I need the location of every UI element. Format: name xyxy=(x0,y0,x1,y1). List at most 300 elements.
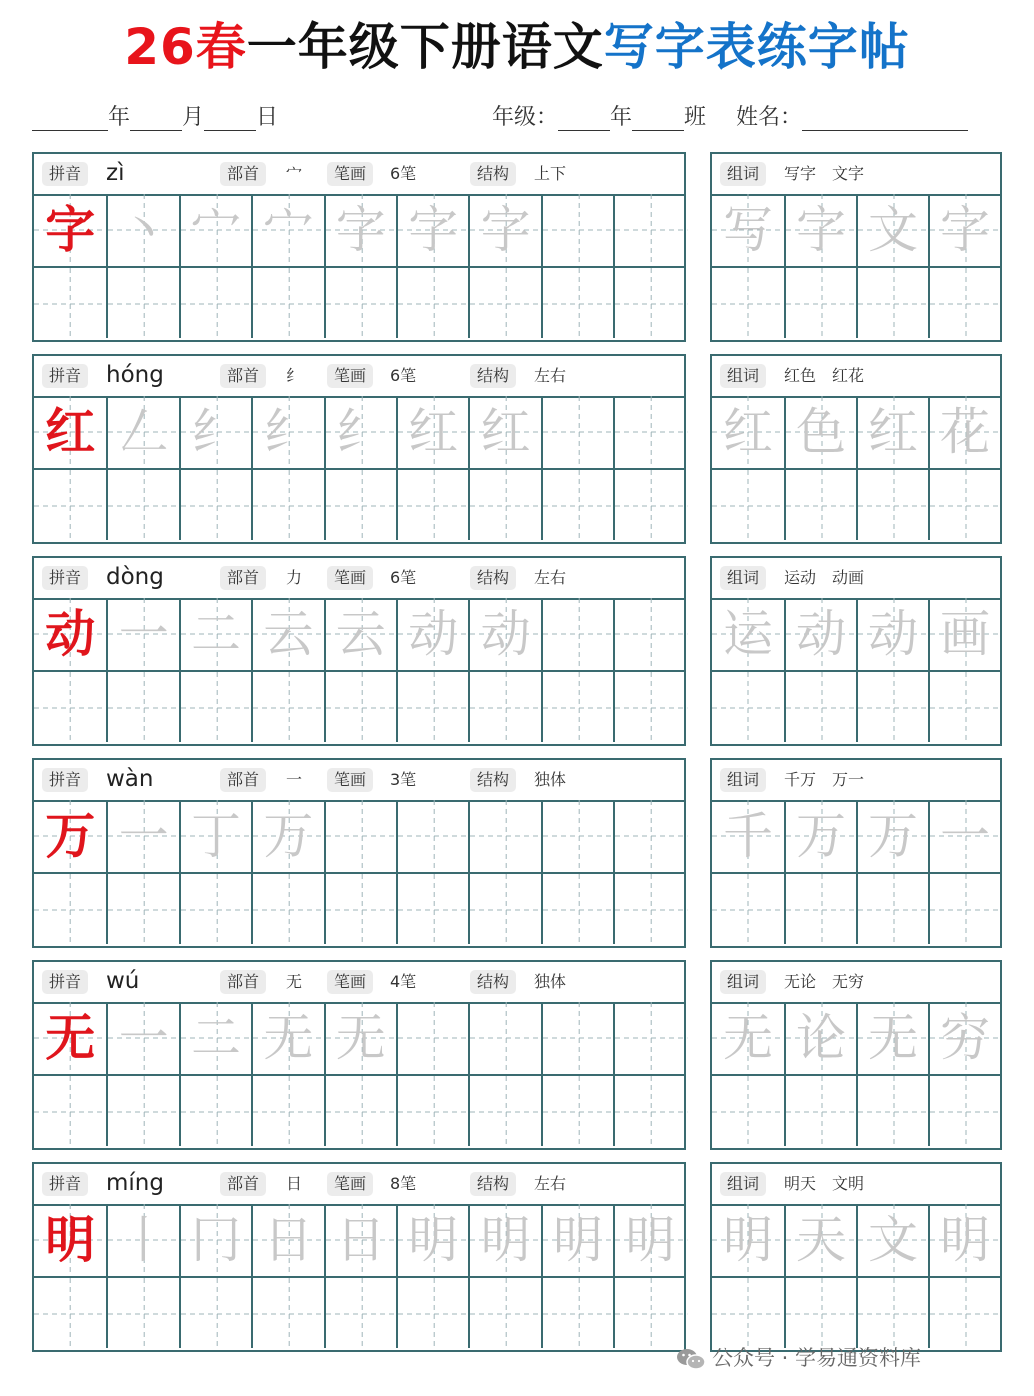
tian-cell[interactable] xyxy=(106,468,178,540)
cell-guides xyxy=(543,1278,615,1350)
tian-cell[interactable] xyxy=(396,1276,468,1348)
char-info-header xyxy=(34,1164,684,1206)
stroke-order-char xyxy=(615,598,685,670)
cell-guides xyxy=(543,874,615,946)
word-trace-char: 色 xyxy=(796,403,846,461)
tian-cell[interactable] xyxy=(396,396,468,468)
tian-cell[interactable] xyxy=(324,1276,396,1348)
tian-cell[interactable] xyxy=(106,670,178,742)
tian-cell[interactable] xyxy=(179,670,251,742)
tian-cell[interactable] xyxy=(541,266,613,338)
model-char: 万 xyxy=(45,806,96,865)
word-trace-char: 字 xyxy=(796,201,846,259)
tian-cell[interactable] xyxy=(856,800,928,872)
words-value: 千万 万一 xyxy=(784,770,865,789)
tian-cell[interactable] xyxy=(613,194,685,266)
stroke-order-char xyxy=(543,194,613,266)
tian-cell[interactable] xyxy=(613,396,685,468)
tian-cell[interactable] xyxy=(179,1204,251,1276)
tian-cell[interactable] xyxy=(712,1276,784,1348)
stroke-order-char: 日 xyxy=(335,1211,386,1269)
stroke-order-char xyxy=(543,800,613,872)
cell-guides xyxy=(34,874,106,946)
tian-cell[interactable] xyxy=(928,396,1000,468)
cell-guides xyxy=(615,1076,687,1148)
tian-cell[interactable] xyxy=(784,872,856,944)
tian-cell[interactable] xyxy=(324,800,396,872)
tian-cell[interactable] xyxy=(324,670,396,742)
tian-cell[interactable] xyxy=(324,468,396,540)
stroke-order-char xyxy=(470,800,540,872)
tian-cell[interactable] xyxy=(928,266,1000,338)
tian-cell[interactable] xyxy=(784,670,856,742)
tian-cell[interactable] xyxy=(324,872,396,944)
stroke-order-char: 宀 xyxy=(190,201,241,259)
tian-cell[interactable] xyxy=(856,1204,928,1276)
stroke-order-char: 万 xyxy=(263,807,314,865)
stroke-order-char: 二 xyxy=(190,1009,241,1067)
word-trace-char: 千 xyxy=(723,807,773,865)
stroke-order-char: 宀 xyxy=(263,201,314,259)
tian-cell[interactable] xyxy=(34,670,106,742)
tian-cell[interactable] xyxy=(468,1204,540,1276)
tian-cell[interactable] xyxy=(34,194,106,266)
tian-cell[interactable] xyxy=(396,1002,468,1074)
tian-cell[interactable] xyxy=(712,598,784,670)
tian-cell[interactable] xyxy=(468,1002,540,1074)
tian-cell[interactable] xyxy=(179,194,251,266)
tian-cell[interactable] xyxy=(106,800,178,872)
tian-cell[interactable] xyxy=(396,670,468,742)
word-practice-block xyxy=(710,758,1002,948)
tian-cell[interactable] xyxy=(856,1074,928,1146)
cell-guides xyxy=(108,470,180,542)
tian-cell[interactable] xyxy=(106,194,178,266)
tian-cell[interactable] xyxy=(541,598,613,670)
tian-cell[interactable] xyxy=(784,1002,856,1074)
grade-blank[interactable] xyxy=(558,108,610,131)
cell-guides xyxy=(470,470,542,542)
tian-cell[interactable] xyxy=(541,1074,613,1146)
tian-cell[interactable] xyxy=(468,670,540,742)
tian-cell[interactable] xyxy=(541,670,613,742)
tian-cell[interactable] xyxy=(179,872,251,944)
cell-guides xyxy=(181,672,253,744)
cell-guides xyxy=(615,1278,687,1350)
cell-guides xyxy=(398,1076,470,1148)
tian-cell[interactable] xyxy=(541,194,613,266)
cell-guides xyxy=(181,470,253,542)
tian-cell[interactable] xyxy=(468,266,540,338)
tian-cell[interactable] xyxy=(613,1002,685,1074)
cell-guides xyxy=(712,874,784,946)
tian-cell[interactable] xyxy=(396,194,468,266)
char-practice-block xyxy=(32,556,686,746)
word-trace-char: 明 xyxy=(723,1211,773,1269)
stroke-order-char: 动 xyxy=(480,605,531,663)
pinyin-tag: 拼音 xyxy=(42,566,88,590)
word-header xyxy=(712,1164,1000,1206)
tian-cell[interactable] xyxy=(784,396,856,468)
tian-cell[interactable] xyxy=(712,194,784,266)
class-blank[interactable] xyxy=(632,108,684,131)
stroke-order-char: 明 xyxy=(552,1211,603,1269)
tian-cell[interactable] xyxy=(179,800,251,872)
tian-cell[interactable] xyxy=(784,194,856,266)
tian-cell[interactable] xyxy=(179,1002,251,1074)
tian-cell[interactable] xyxy=(106,266,178,338)
tian-cell[interactable] xyxy=(712,800,784,872)
tian-cell[interactable] xyxy=(856,670,928,742)
pinyin-value: hóng xyxy=(106,362,164,388)
pinyin-value: dòng xyxy=(106,564,164,590)
tian-cell[interactable] xyxy=(251,1276,323,1348)
tian-cell[interactable] xyxy=(856,396,928,468)
stroke-order-char: 𠃋 xyxy=(118,403,169,461)
model-char: 动 xyxy=(45,604,96,663)
cell-guides xyxy=(398,1278,470,1350)
word-trace-char: 无 xyxy=(723,1009,773,1067)
tian-cell[interactable] xyxy=(856,1276,928,1348)
class-label: 班 xyxy=(684,105,707,130)
tian-cell[interactable] xyxy=(251,598,323,670)
tian-cell[interactable] xyxy=(468,872,540,944)
tian-cell[interactable] xyxy=(34,598,106,670)
cell-guides xyxy=(543,268,615,340)
pinyin-tag: 拼音 xyxy=(42,768,88,792)
word-trace-char: 红 xyxy=(723,403,773,461)
tian-cell[interactable] xyxy=(712,872,784,944)
word-trace-char: 写 xyxy=(723,201,773,259)
words-tag: 组词 xyxy=(720,1172,766,1196)
tian-cell[interactable] xyxy=(34,1074,106,1146)
cell-guides xyxy=(181,874,253,946)
tian-cell[interactable] xyxy=(784,266,856,338)
tian-cell[interactable] xyxy=(396,266,468,338)
cell-guides xyxy=(858,672,930,744)
tian-cell[interactable] xyxy=(928,670,1000,742)
tian-cell[interactable] xyxy=(34,266,106,338)
tian-cell[interactable] xyxy=(928,800,1000,872)
radical-value: 无 xyxy=(286,972,303,991)
cell-guides xyxy=(930,672,1002,744)
stroke-order-char: 丶 xyxy=(118,201,169,259)
strokes-value: 6笔 xyxy=(390,568,417,587)
tian-cell[interactable] xyxy=(784,468,856,540)
tian-cell[interactable] xyxy=(712,396,784,468)
tian-cell[interactable] xyxy=(856,1002,928,1074)
char-info-header xyxy=(34,760,684,802)
cell-guides xyxy=(253,672,325,744)
structure-value: 左右 xyxy=(534,568,567,587)
stroke-order-char: 动 xyxy=(408,605,459,663)
tian-cell[interactable] xyxy=(179,1276,251,1348)
tian-cell[interactable] xyxy=(251,872,323,944)
word-trace-char: 动 xyxy=(868,605,918,663)
tian-cell[interactable] xyxy=(928,194,1000,266)
tian-cell[interactable] xyxy=(396,1204,468,1276)
char-practice-block xyxy=(32,1162,686,1352)
tian-cell[interactable] xyxy=(541,396,613,468)
cell-guides xyxy=(712,1076,784,1148)
tian-cell[interactable] xyxy=(468,1074,540,1146)
word-practice-block xyxy=(710,354,1002,544)
tian-cell[interactable] xyxy=(324,598,396,670)
tian-cell[interactable] xyxy=(928,598,1000,670)
tian-cell[interactable] xyxy=(34,468,106,540)
structure-value: 上下 xyxy=(534,164,567,183)
tian-cell[interactable] xyxy=(396,800,468,872)
word-practice-block xyxy=(710,960,1002,1150)
cell-guides xyxy=(858,874,930,946)
cell-guides xyxy=(326,470,398,542)
stroke-order-char: 字 xyxy=(335,201,386,259)
char-info-header xyxy=(34,558,684,600)
name-blank[interactable] xyxy=(802,108,968,131)
tian-cell[interactable] xyxy=(613,872,685,944)
cell-guides xyxy=(930,1076,1002,1148)
tian-cell[interactable] xyxy=(856,872,928,944)
tian-cell[interactable] xyxy=(712,1002,784,1074)
stroke-order-char xyxy=(615,396,685,468)
tian-cell[interactable] xyxy=(251,800,323,872)
tian-cell[interactable] xyxy=(106,1074,178,1146)
cell-guides xyxy=(470,874,542,946)
tian-cell[interactable] xyxy=(324,266,396,338)
cell-guides xyxy=(398,470,470,542)
tian-cell[interactable] xyxy=(34,1204,106,1276)
tian-cell[interactable] xyxy=(251,266,323,338)
grade-year-label: 年 xyxy=(610,105,633,130)
tian-cell[interactable] xyxy=(468,396,540,468)
tian-cell[interactable] xyxy=(541,872,613,944)
cell-guides xyxy=(253,268,325,340)
tian-cell[interactable] xyxy=(396,598,468,670)
stroke-order-char xyxy=(615,800,685,872)
radical-value: 纟 xyxy=(286,366,303,385)
tian-cell[interactable] xyxy=(541,1002,613,1074)
tian-cell[interactable] xyxy=(928,468,1000,540)
tian-cell[interactable] xyxy=(396,468,468,540)
tian-cell[interactable] xyxy=(613,1276,685,1348)
tian-cell[interactable] xyxy=(856,598,928,670)
tian-cell[interactable] xyxy=(251,1002,323,1074)
tian-cell[interactable] xyxy=(784,1074,856,1146)
pinyin-tag: 拼音 xyxy=(42,1172,88,1196)
pinyin-tag: 拼音 xyxy=(42,364,88,388)
stroke-order-char: 无 xyxy=(335,1009,386,1067)
tian-cell[interactable] xyxy=(928,1074,1000,1146)
tian-cell[interactable] xyxy=(712,670,784,742)
title-blue: 写字表练字帖 xyxy=(603,18,910,76)
tian-cell[interactable] xyxy=(34,872,106,944)
tian-cell[interactable] xyxy=(712,266,784,338)
tian-cell[interactable] xyxy=(34,1276,106,1348)
tian-cell[interactable] xyxy=(541,1276,613,1348)
tian-cell[interactable] xyxy=(251,1074,323,1146)
word-practice-block xyxy=(710,556,1002,746)
tian-cell[interactable] xyxy=(468,598,540,670)
tian-cell[interactable] xyxy=(541,1204,613,1276)
tian-cell[interactable] xyxy=(784,1204,856,1276)
cell-guides xyxy=(34,1076,106,1148)
tian-cell[interactable] xyxy=(324,194,396,266)
cell-guides xyxy=(470,672,542,744)
cell-guides xyxy=(930,874,1002,946)
tian-cell[interactable] xyxy=(34,1002,106,1074)
stroke-order-char xyxy=(398,1002,468,1074)
tian-cell[interactable] xyxy=(324,1002,396,1074)
stroke-order-char: 无 xyxy=(263,1009,314,1067)
tian-cell[interactable] xyxy=(541,800,613,872)
tian-cell[interactable] xyxy=(106,1002,178,1074)
tian-cell[interactable] xyxy=(613,468,685,540)
word-trace-char: 一 xyxy=(940,807,990,865)
radical-tag: 部首 xyxy=(220,970,266,994)
pinyin-tag: 拼音 xyxy=(42,162,88,186)
tian-cell[interactable] xyxy=(613,598,685,670)
year-blank[interactable] xyxy=(32,108,108,131)
cell-guides xyxy=(930,1278,1002,1350)
strokes-tag: 笔画 xyxy=(327,566,373,590)
tian-cell[interactable] xyxy=(613,670,685,742)
tian-cell[interactable] xyxy=(179,1074,251,1146)
word-trace-char: 花 xyxy=(940,403,990,461)
strokes-tag: 笔画 xyxy=(327,1172,373,1196)
tian-cell[interactable] xyxy=(856,194,928,266)
tian-cell[interactable] xyxy=(106,598,178,670)
strokes-value: 6笔 xyxy=(390,164,417,183)
cell-guides xyxy=(181,1076,253,1148)
char-practice-block xyxy=(32,758,686,948)
tian-cell[interactable] xyxy=(928,872,1000,944)
stroke-order-char: 字 xyxy=(480,201,531,259)
day-blank[interactable] xyxy=(204,108,256,131)
tian-cell[interactable] xyxy=(251,468,323,540)
radical-value: 力 xyxy=(286,568,303,587)
tian-cell[interactable] xyxy=(784,1276,856,1348)
tian-cell[interactable] xyxy=(179,396,251,468)
word-header xyxy=(712,356,1000,398)
char-practice-block xyxy=(32,354,686,544)
stroke-order-char: 字 xyxy=(408,201,459,259)
word-trace-char: 运 xyxy=(723,605,773,663)
tian-cell[interactable] xyxy=(106,1204,178,1276)
tian-cell[interactable] xyxy=(928,1204,1000,1276)
tian-cell[interactable] xyxy=(106,1276,178,1348)
tian-cell[interactable] xyxy=(468,1276,540,1348)
date-line xyxy=(32,100,278,131)
cell-guides xyxy=(615,672,687,744)
structure-tag: 结构 xyxy=(470,162,516,186)
tian-cell[interactable] xyxy=(34,800,106,872)
stroke-order-char: 纟 xyxy=(190,403,241,461)
tian-cell[interactable] xyxy=(468,194,540,266)
tian-cell[interactable] xyxy=(251,194,323,266)
tian-cell[interactable] xyxy=(928,1002,1000,1074)
char-practice-block xyxy=(32,960,686,1150)
tian-cell[interactable] xyxy=(324,1074,396,1146)
tian-cell[interactable] xyxy=(251,1204,323,1276)
tian-cell[interactable] xyxy=(251,670,323,742)
word-trace-char: 动 xyxy=(796,605,846,663)
month-blank[interactable] xyxy=(130,108,182,131)
month-label: 月 xyxy=(182,105,205,130)
tian-cell[interactable] xyxy=(928,1276,1000,1348)
cell-guides xyxy=(930,268,1002,340)
tian-cell[interactable] xyxy=(179,468,251,540)
tian-cell[interactable] xyxy=(613,266,685,338)
words-value: 明天 文明 xyxy=(784,1174,865,1193)
structure-value: 独体 xyxy=(534,972,567,991)
pinyin-value: wàn xyxy=(106,766,154,792)
word-trace-char: 万 xyxy=(796,807,846,865)
word-header xyxy=(712,962,1000,1004)
tian-cell[interactable] xyxy=(613,800,685,872)
stroke-order-char: 云 xyxy=(263,605,314,663)
strokes-tag: 笔画 xyxy=(327,768,373,792)
words-value: 无论 无穷 xyxy=(784,972,865,991)
stroke-order-char xyxy=(470,1002,540,1074)
student-info-line xyxy=(492,100,968,131)
tian-cell[interactable] xyxy=(324,396,396,468)
footer-text: 公众号 · 学易通资料库 xyxy=(712,1346,922,1370)
cell-guides xyxy=(108,268,180,340)
structure-tag: 结构 xyxy=(470,970,516,994)
stroke-order-char xyxy=(615,1002,685,1074)
tian-cell[interactable] xyxy=(396,1074,468,1146)
tian-cell[interactable] xyxy=(784,800,856,872)
word-trace-char: 红 xyxy=(868,403,918,461)
stroke-order-char: 红 xyxy=(480,403,531,461)
name-label: 姓名： xyxy=(736,105,803,130)
tian-cell[interactable] xyxy=(541,468,613,540)
tian-cell[interactable] xyxy=(856,468,928,540)
tian-cell[interactable] xyxy=(396,872,468,944)
cell-guides xyxy=(326,1076,398,1148)
tian-cell[interactable] xyxy=(468,800,540,872)
cell-guides xyxy=(326,1278,398,1350)
tian-cell[interactable] xyxy=(613,1074,685,1146)
tian-cell[interactable] xyxy=(34,396,106,468)
pinyin-tag: 拼音 xyxy=(42,970,88,994)
tian-cell[interactable] xyxy=(784,598,856,670)
tian-cell[interactable] xyxy=(468,468,540,540)
structure-value: 左右 xyxy=(534,1174,567,1193)
strokes-tag: 笔画 xyxy=(327,970,373,994)
word-header xyxy=(712,558,1000,600)
word-trace-char: 画 xyxy=(940,605,990,663)
tian-cell[interactable] xyxy=(179,598,251,670)
words-tag: 组词 xyxy=(720,566,766,590)
tian-cell[interactable] xyxy=(856,266,928,338)
tian-cell[interactable] xyxy=(712,468,784,540)
tian-cell[interactable] xyxy=(712,1074,784,1146)
tian-cell[interactable] xyxy=(179,266,251,338)
tian-cell[interactable] xyxy=(712,1204,784,1276)
cell-guides xyxy=(858,470,930,542)
radical-value: 日 xyxy=(286,1174,303,1193)
words-value: 运动 动画 xyxy=(784,568,865,587)
tian-cell[interactable] xyxy=(613,1204,685,1276)
char-info-header xyxy=(34,962,684,1004)
tian-cell[interactable] xyxy=(106,872,178,944)
cell-guides xyxy=(398,672,470,744)
tian-cell[interactable] xyxy=(324,1204,396,1276)
footer-watermark xyxy=(676,1342,921,1372)
tian-cell[interactable] xyxy=(251,396,323,468)
tian-cell[interactable] xyxy=(106,396,178,468)
